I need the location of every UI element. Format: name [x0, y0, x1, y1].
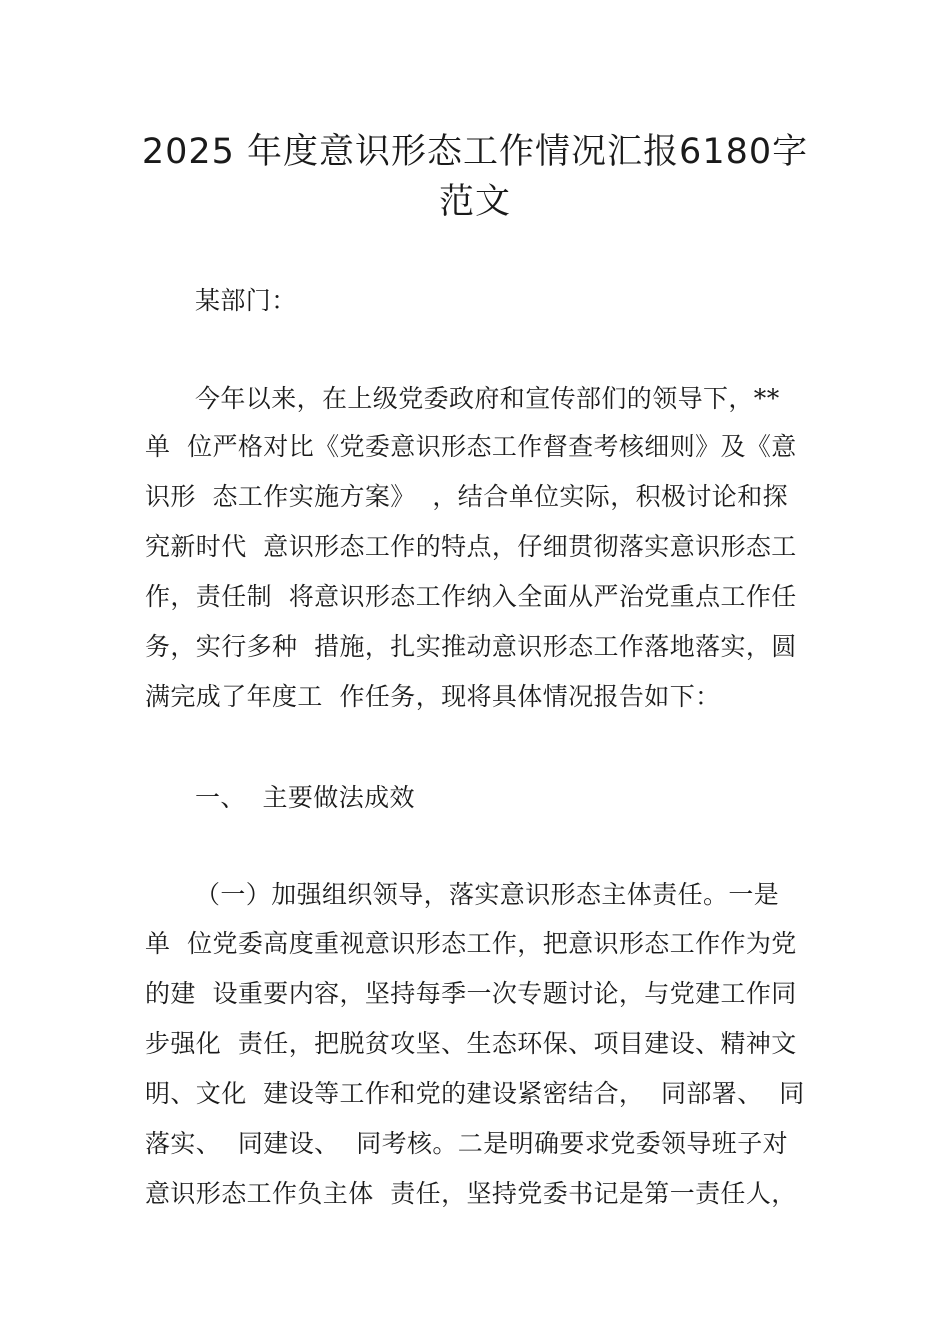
intro-line-4: 究新时代 意识形态工作的特点，仔细贯彻落实意识形态工: [145, 532, 797, 561]
document-title-line-2: 范文: [438, 182, 511, 222]
subsection-line-4: 步强化 责任，把脱贫攻坚、生态环保、项目建设、精神文: [145, 1029, 797, 1058]
intro-line-1: 今年以来，在上级党委政府和宣传部们的领导下，**: [195, 384, 780, 413]
subsection-line-1: （一）加强组织领导，落实意识形态主体责任。一是: [195, 880, 780, 909]
section-heading: 一、 主要做法成效: [195, 783, 415, 812]
intro-line-3: 识形 态工作实施方案》 ，结合单位实际，积极讨论和探: [145, 482, 788, 511]
subsection-line-3: 的建 设重要内容，坚持每季一次专题讨论，与党建工作同: [145, 979, 797, 1008]
intro-line-6: 务，实行多种 措施，扎实推动意识形态工作落地落实，圆: [145, 632, 797, 661]
document-title-line-1: 2025 年度意识形态工作情况汇报6180字: [141, 132, 809, 172]
subsection-line-2: 单 位党委高度重视意识形态工作，把意识形态工作作为党: [145, 929, 797, 958]
salutation: 某部门：: [195, 286, 297, 315]
subsection-line-5: 明、文化 建设等工作和党的建设紧密结合， 同部署、 同: [145, 1079, 805, 1108]
intro-line-5: 作，责任制 将意识形态工作纳入全面从严治党重点工作任: [145, 582, 797, 611]
intro-line-2: 单 位严格对比《党委意识形态工作督查考核细则》及《意: [145, 432, 797, 461]
subsection-line-7: 意识形态工作负主体 责任，坚持党委书记是第一责任人，: [145, 1179, 797, 1208]
subsection-line-6: 落实、 同建设、 同考核。二是明确要求党委领导班子对: [145, 1129, 788, 1158]
intro-line-7: 满完成了年度工 作任务，现将具体情况报告如下：: [145, 682, 721, 711]
